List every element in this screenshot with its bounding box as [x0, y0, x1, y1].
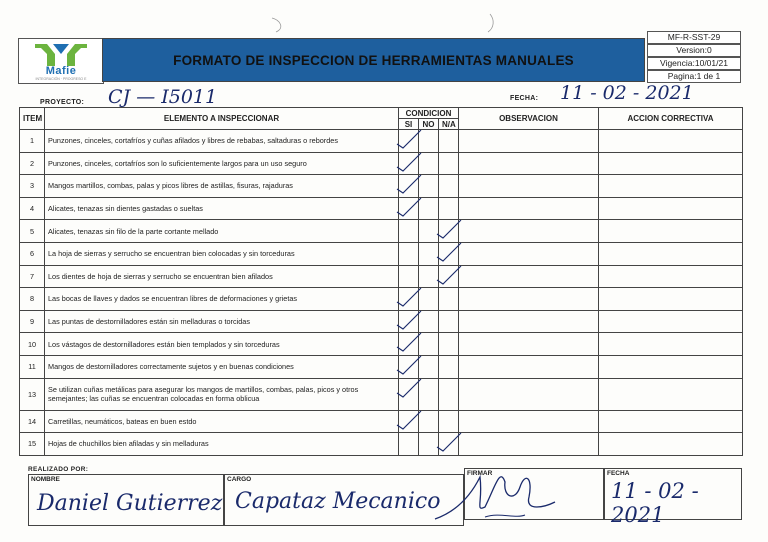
cargo-label: CARGO — [227, 476, 252, 483]
fecha-footer-value: 11 - 02 - 2021 — [611, 479, 699, 527]
cell-si — [399, 197, 419, 220]
cell-observacion — [459, 265, 599, 288]
cell-observacion — [459, 175, 599, 198]
form-title: FORMATO DE INSPECCION DE HERRAMIENTAS MANUALES — [173, 53, 574, 68]
document-page: Pagina:1 de 1 — [647, 70, 741, 83]
item-description: Alicates, tenazas sin dientes gastadas o sueltas — [45, 197, 399, 220]
cell-accion — [599, 130, 743, 153]
cell-observacion — [459, 220, 599, 243]
header-na: N/A — [439, 119, 459, 130]
fecha-label: FECHA: — [510, 95, 539, 102]
cell-observacion — [459, 333, 599, 356]
cell-accion — [599, 378, 743, 410]
cell-si — [399, 410, 419, 433]
cell-no — [419, 378, 439, 410]
cell-si — [399, 130, 419, 153]
firma-label: FIRMAR — [467, 470, 493, 477]
item-number: 9 — [20, 310, 45, 333]
cell-no — [419, 197, 439, 220]
table-row — [20, 265, 743, 288]
cell-no — [419, 355, 439, 378]
table-row — [20, 433, 743, 456]
cell-accion — [599, 288, 743, 311]
item-number: 1 — [20, 130, 45, 153]
cell-observacion — [459, 433, 599, 456]
cell-si — [399, 220, 419, 243]
cell-na — [439, 355, 459, 378]
nombre-box — [28, 474, 224, 526]
company-logo — [18, 38, 104, 84]
proyecto-value: CJ — I5011 — [108, 86, 218, 108]
document-vigencia: Vigencia:10/01/21 — [647, 57, 741, 70]
item-description: Las bocas de llaves y dados se encuentran libres de deformaciones y grietas — [45, 288, 399, 311]
cell-na — [439, 310, 459, 333]
cell-na — [439, 220, 459, 243]
table-row — [20, 378, 743, 410]
cell-observacion — [459, 410, 599, 433]
cell-observacion — [459, 197, 599, 220]
cell-si — [399, 433, 419, 456]
cell-accion — [599, 355, 743, 378]
cell-si — [399, 265, 419, 288]
cell-na — [439, 152, 459, 175]
item-number: 6 — [20, 242, 45, 265]
item-number: 15 — [20, 433, 45, 456]
cell-accion — [599, 265, 743, 288]
cell-na — [439, 378, 459, 410]
firma-box — [464, 468, 604, 520]
cell-accion — [599, 410, 743, 433]
cell-accion — [599, 152, 743, 175]
table-row — [20, 197, 743, 220]
header-item: ITEM — [20, 108, 45, 130]
cell-si — [399, 310, 419, 333]
fecha-value: 11 - 02 - 2021 — [560, 82, 694, 104]
cell-si — [399, 355, 419, 378]
pen-marks-icon — [0, 10, 768, 40]
cell-observacion — [459, 152, 599, 175]
realizado-label: REALIZADO POR: — [28, 466, 89, 473]
cell-na — [439, 433, 459, 456]
cargo-value: Capataz Mecanico — [235, 489, 441, 514]
document-code: MF-R-SST-29 — [647, 31, 741, 44]
cell-si — [399, 242, 419, 265]
header-no: NO — [419, 119, 439, 130]
item-description: Las puntas de destornilladores están sin melladuras o torcidas — [45, 310, 399, 333]
item-number: 5 — [20, 220, 45, 243]
item-description: Mangos martillos, combas, palas y picos libres de astillas, fisuras, rajaduras — [45, 175, 399, 198]
cell-observacion — [459, 310, 599, 333]
table-row — [20, 310, 743, 333]
cell-no — [419, 130, 439, 153]
title-banner — [102, 38, 645, 82]
item-number: 8 — [20, 288, 45, 311]
cell-si — [399, 288, 419, 311]
item-description: Carretillas, neumáticos, bateas en buen estdo — [45, 410, 399, 433]
logo-text: Mafie — [45, 65, 77, 77]
item-number: 14 — [20, 410, 45, 433]
cell-observacion — [459, 130, 599, 153]
table-row — [20, 242, 743, 265]
item-number: 13 — [20, 378, 45, 410]
table-row — [20, 130, 743, 153]
cell-na — [439, 175, 459, 198]
item-description: Alicates, tenazas sin filo de la parte cortante mellado — [45, 220, 399, 243]
item-description: Hojas de chuchillos bien afiladas y sin melladuras — [45, 433, 399, 456]
cell-accion — [599, 220, 743, 243]
cell-si — [399, 152, 419, 175]
cell-na — [439, 130, 459, 153]
item-description: Punzones, cinceles, cortafríos son lo suficientemente largos para un uso seguro — [45, 152, 399, 175]
cell-no — [419, 410, 439, 433]
cell-accion — [599, 433, 743, 456]
item-number: 4 — [20, 197, 45, 220]
cell-observacion — [459, 288, 599, 311]
cell-accion — [599, 333, 743, 356]
cell-no — [419, 310, 439, 333]
nombre-label: NOMBRE — [31, 476, 60, 483]
cell-observacion — [459, 355, 599, 378]
item-number: 10 — [20, 333, 45, 356]
proyecto-label: PROYECTO: — [40, 99, 85, 106]
item-description: Los dientes de hoja de sierras y serrucho se encuentran bien afilados — [45, 265, 399, 288]
cell-observacion — [459, 378, 599, 410]
cell-no — [419, 152, 439, 175]
cell-na — [439, 410, 459, 433]
table-row — [20, 410, 743, 433]
item-number: 2 — [20, 152, 45, 175]
fecha-footer-label: FECHA — [607, 470, 630, 477]
cell-accion — [599, 175, 743, 198]
cell-no — [419, 333, 439, 356]
item-description: Se utilizan cuñas metálicas para asegurar los mangos de martillos, combas, palas, picos y otros semejantes; las cuñas se encuentran colocadas en forma oblicua — [45, 378, 399, 410]
table-row — [20, 333, 743, 356]
cell-si — [399, 175, 419, 198]
cell-si — [399, 378, 419, 410]
cell-si — [399, 333, 419, 356]
item-number: 11 — [20, 355, 45, 378]
document-version: Version:0 — [647, 44, 741, 57]
cell-na — [439, 333, 459, 356]
nombre-value: Daniel Gutierrez — [37, 491, 223, 516]
header-condicion: CONDICION — [399, 108, 459, 119]
header-si: SI — [399, 119, 419, 130]
table-row — [20, 220, 743, 243]
cell-na — [439, 288, 459, 311]
cell-na — [439, 265, 459, 288]
cell-accion — [599, 242, 743, 265]
item-number: 3 — [20, 175, 45, 198]
header-observacion: OBSERVACION — [459, 108, 599, 130]
item-description: Punzones, cinceles, cortafríos y cuñas afilados y libres de rebabas, saltaduras o rebordes — [45, 130, 399, 153]
signature-icon — [425, 457, 565, 527]
cell-observacion — [459, 242, 599, 265]
item-number: 7 — [20, 265, 45, 288]
table-row — [20, 355, 743, 378]
fecha-footer-box — [604, 468, 742, 527]
table-row — [20, 175, 743, 198]
item-description: Mangos de destornilladores correctamente sujetos y en buenas condiciones — [45, 355, 399, 378]
cell-na — [439, 242, 459, 265]
header-elemento: ELEMENTO A INSPECCIONAR — [45, 108, 399, 130]
table-row — [20, 152, 743, 175]
cell-no — [419, 175, 439, 198]
cell-na — [439, 197, 459, 220]
header-accion: ACCION CORRECTIVA — [599, 108, 743, 130]
item-description: La hoja de sierras y serrucho se encuentran bien colocadas y sin torceduras — [45, 242, 399, 265]
cell-no — [419, 288, 439, 311]
inspection-table — [19, 107, 743, 456]
logo-subtext: INTEGRACIÓN · PROGRESO E — [35, 77, 87, 81]
item-description: Los vástagos de destornilladores están bien templados y sin torceduras — [45, 333, 399, 356]
cell-accion — [599, 310, 743, 333]
cell-accion — [599, 197, 743, 220]
table-row — [20, 288, 743, 311]
